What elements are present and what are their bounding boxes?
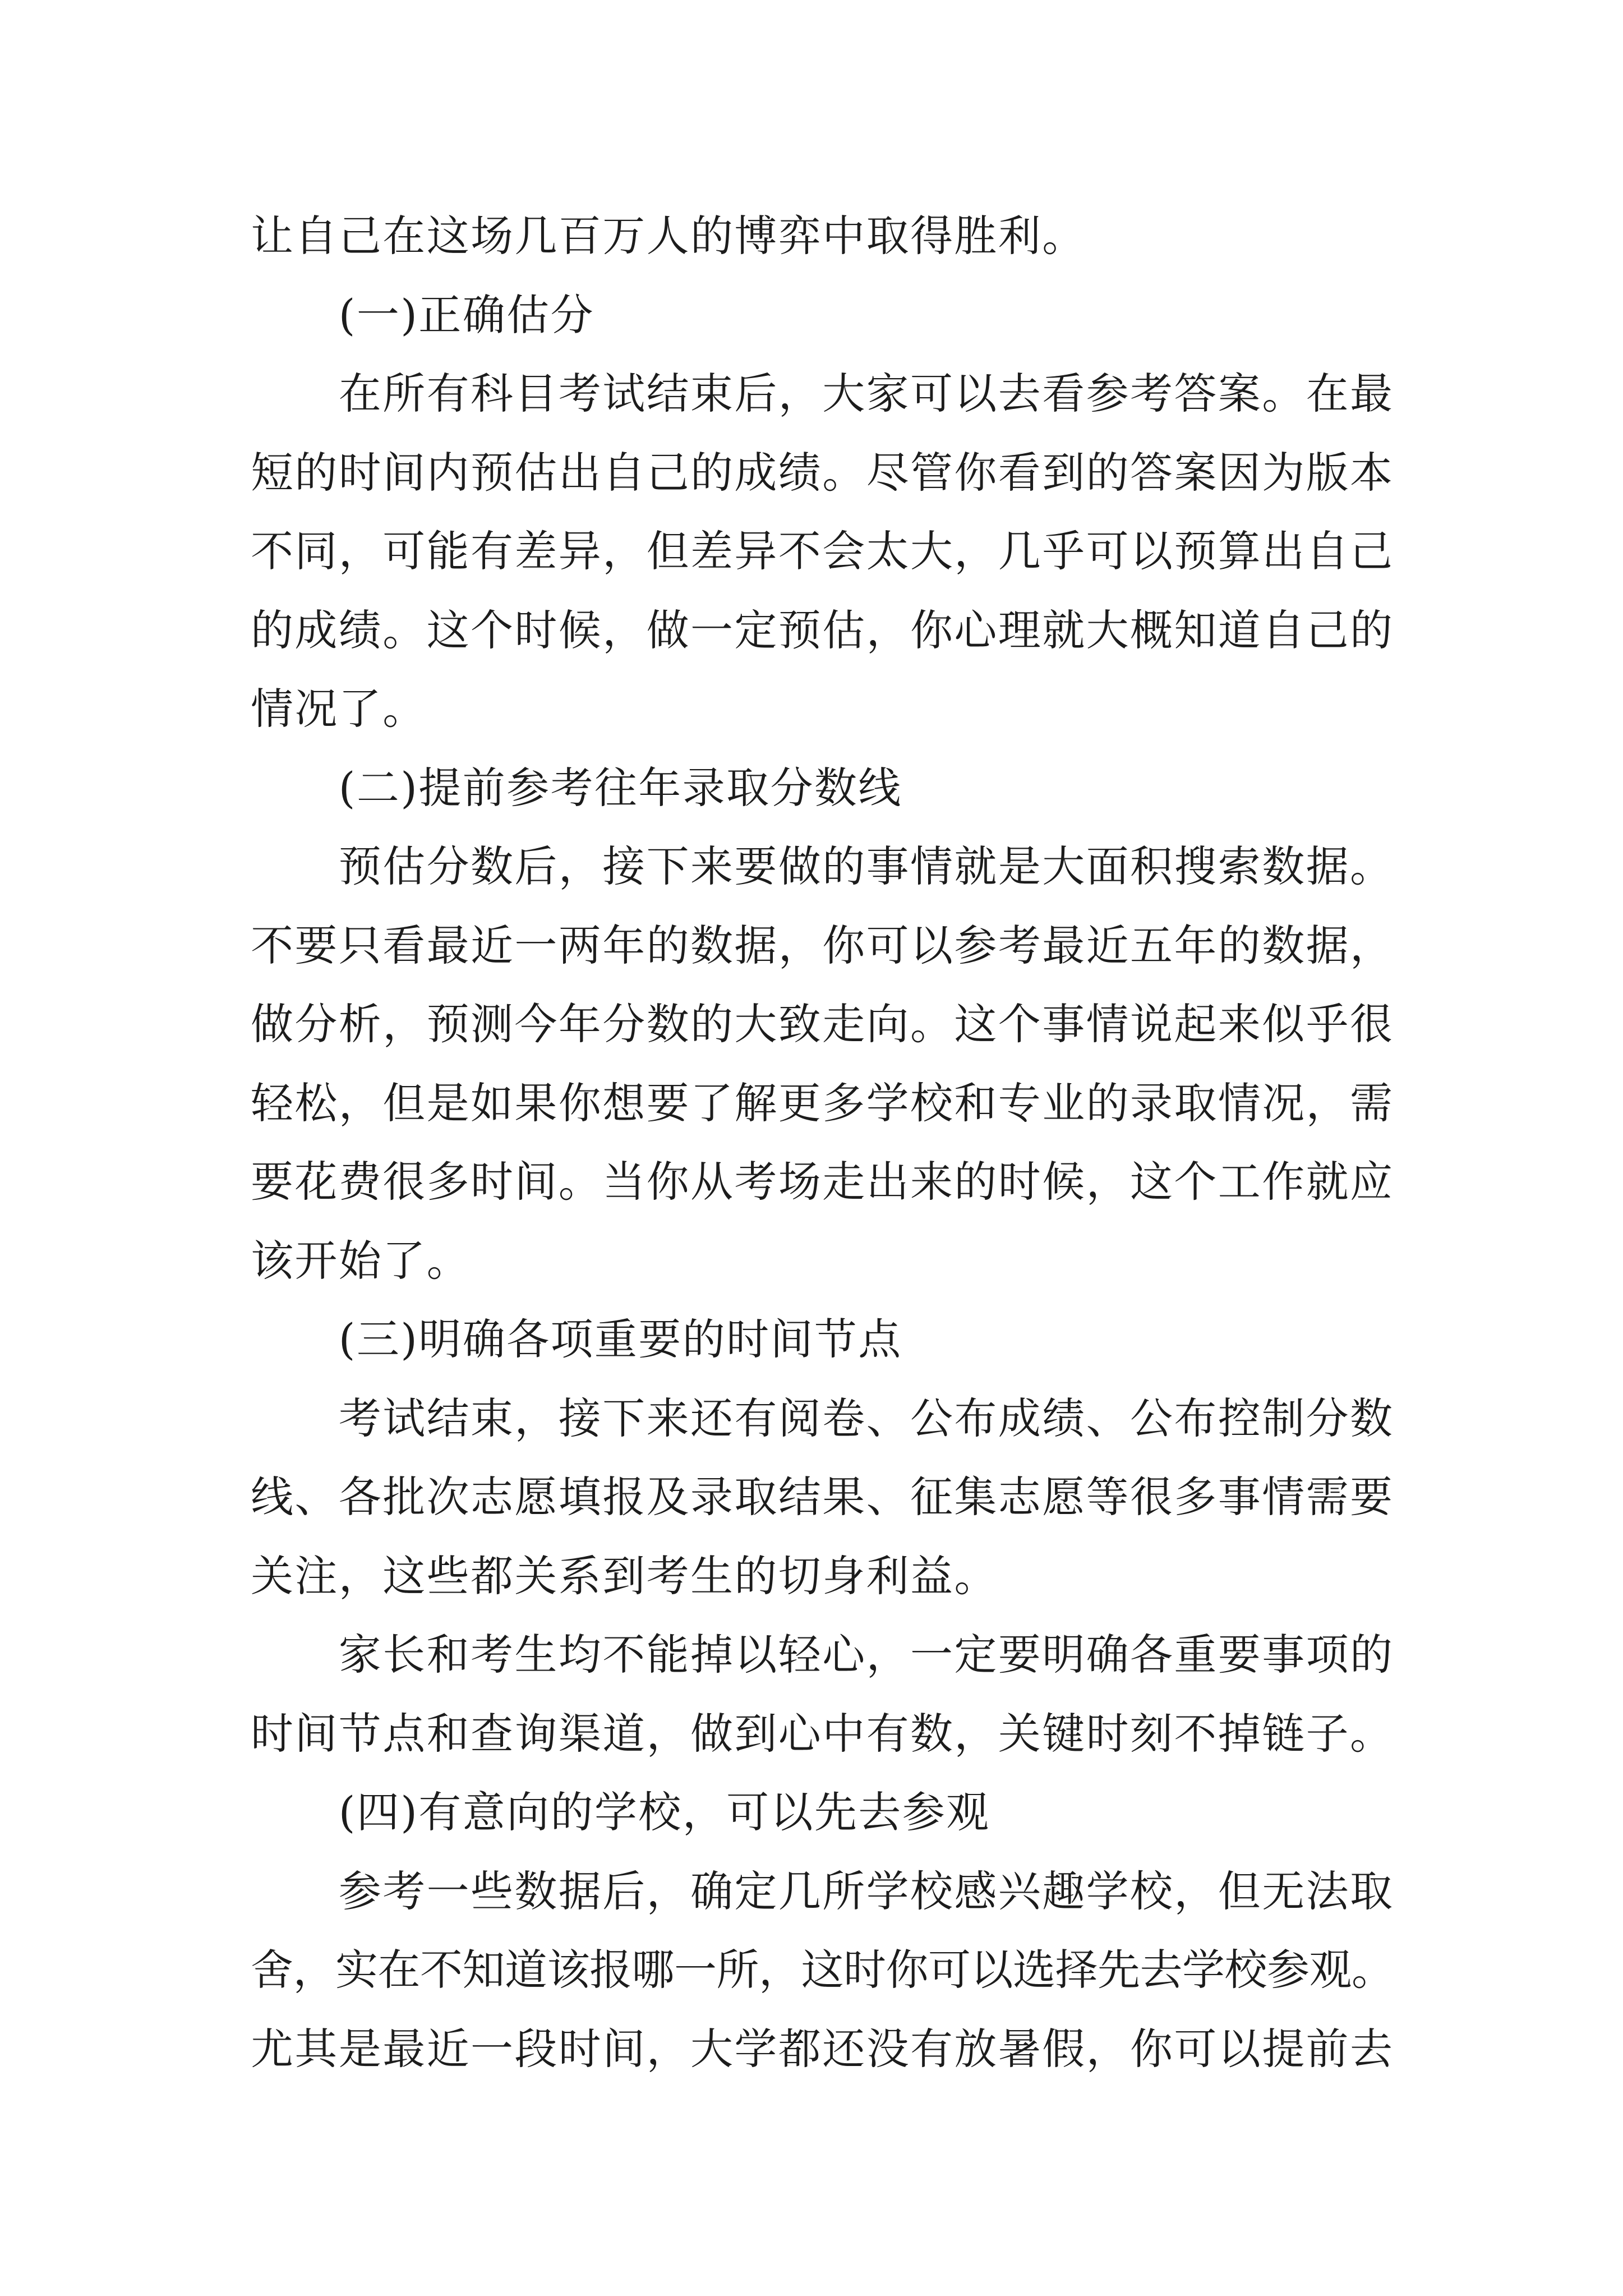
paragraph [251, 827, 1484, 1300]
document-body [251, 197, 1484, 2088]
heading-line: (三)明确各项重要的时间节点 [338, 1314, 902, 1364]
section-heading [251, 1300, 1484, 1379]
text-line: 家长和考生均不能掉以轻心，一定要明确各重要事项的 [338, 1630, 1394, 1680]
paragraph [251, 1852, 1484, 2089]
section-heading [251, 276, 1484, 355]
text-line: 舍，实在不知道该报哪一所，这时你可以选择先去学校参观。 [251, 1945, 1394, 1995]
text-line: 参考一些数据后，确定几所学校感兴趣学校，但无法取 [338, 1866, 1394, 1916]
text-line: 的成绩。这个时候，做一定预估，你心理就大概知道自己的 [251, 605, 1394, 655]
text-line: 线、各批次志愿填报及录取结果、征集志愿等很多事情需要 [251, 1472, 1394, 1522]
paragraph [251, 197, 1484, 276]
text-line: 短的时间内预估出自己的成绩。尽管你看到的答案因为版本 [251, 447, 1394, 498]
text-line: 不同，可能有差异，但差异不会太大，几乎可以预算出自己 [251, 526, 1394, 576]
heading-line: (一)正确估分 [338, 289, 594, 340]
paragraph [251, 1379, 1484, 1616]
text-line: 不要只看最近一两年的数据，你可以参考最近五年的数据， [251, 920, 1394, 970]
text-line: 让自己在这场几百万人的博弈中取得胜利。 [251, 211, 1086, 261]
section-heading [251, 749, 1484, 828]
text-line: 时间节点和查询渠道，做到心中有数，关键时刻不掉链子。 [251, 1708, 1394, 1759]
heading-line: (二)提前参考往年录取分数线 [338, 762, 902, 813]
paragraph [251, 355, 1484, 749]
text-line: 该开始了。 [251, 1235, 471, 1286]
text-line: 尤其是最近一段时间，大学都还没有放暑假，你可以提前去 [251, 2023, 1394, 2074]
text-line: 要花费很多时间。当你从考场走出来的时候，这个工作就应 [251, 1157, 1394, 1207]
text-line: 在所有科目考试结束后，大家可以去看参考答案。在最 [338, 369, 1394, 418]
heading-line: (四)有意向的学校，可以先去参观 [338, 1787, 990, 1837]
text-line: 轻松，但是如果你想要了解更多学校和专业的录取情况，需 [251, 1078, 1394, 1128]
text-line: 考试结束，接下来还有阅卷、公布成绩、公布控制分数 [338, 1393, 1394, 1443]
text-line: 情况了。 [251, 684, 427, 734]
text-line: 预估分数后，接下来要做的事情就是大面积搜索数据。 [338, 841, 1394, 891]
text-line: 关注，这些都关系到考生的切身利益。 [251, 1550, 998, 1601]
paragraph [251, 1616, 1484, 1773]
text-line: 做分析，预测今年分数的大致走向。这个事情说起来似乎很 [251, 999, 1394, 1049]
section-heading [251, 1773, 1484, 1852]
